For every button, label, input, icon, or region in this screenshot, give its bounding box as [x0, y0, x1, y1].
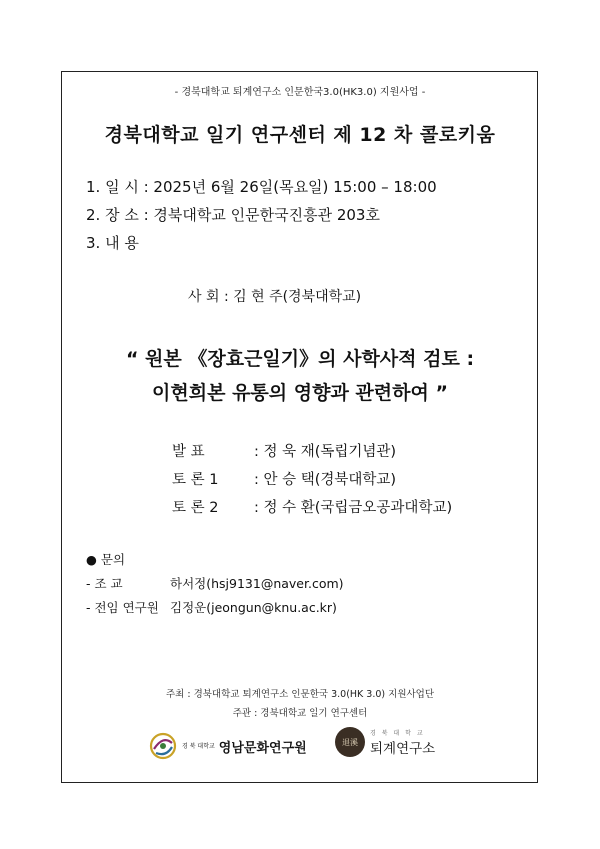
contact-role: - 조 교 [86, 576, 123, 591]
role-value: : 정 수 환(국립금오공과대학교) [254, 500, 453, 516]
logo-name: 퇴계연구소 [370, 740, 436, 757]
discussant-2 [172, 496, 452, 517]
contact-assistant [86, 574, 344, 592]
organizer-line: 주관 : 경북대학교 일기 연구센터 [232, 708, 368, 719]
event-content-label: 3. 내 용 [86, 234, 139, 252]
inquiry-heading: ● 문의 [86, 552, 126, 567]
seal-icon: 退溪 [335, 727, 365, 757]
contact-researcher [86, 598, 337, 616]
contact-email: 하서정(hsj9131@naver.com) [170, 576, 344, 591]
logo-sub-label: 경 북 대학교 [182, 742, 215, 750]
page-title: 경북대학교 일기 연구센터 제 12 차 콜로키움 [104, 124, 496, 146]
event-date: 1. 일 시 : 2025년 6월 26일(목요일) 15:00 – 18:00 [86, 178, 437, 196]
contact-role: - 전임 연구원 [86, 600, 159, 615]
role-label: 토 론 1 [172, 472, 219, 488]
topic-line-2: 이현희본 유통의 영향과 관련하여 ” [152, 382, 448, 404]
logo-name: 영남문화연구원 [218, 740, 307, 756]
role-value: : 정 욱 재(독립기념관) [254, 444, 397, 460]
discussant-1 [172, 468, 396, 489]
presenter [172, 440, 396, 461]
event-place: 2. 장 소 : 경북대학교 인문한국진흥관 203호 [86, 206, 380, 224]
role-label: 발 표 [172, 444, 205, 460]
yeongnam-emblem-icon [148, 731, 178, 761]
moderator: 사 회 : 김 현 주(경북대학교) [188, 289, 362, 305]
topic-line-1: “ 원본 《장효근일기》의 사학사적 검토 : [125, 348, 475, 370]
support-line: - 경북대학교 퇴계연구소 인문한국3.0(HK3.0) 지원사업 - [174, 87, 426, 98]
host-line: 주최 : 경북대학교 퇴계연구소 인문한국 3.0(HK 3.0) 지원사업단 [165, 689, 435, 700]
toegye-institute-logo [335, 727, 435, 757]
yeongnam-institute-logo [148, 731, 307, 761]
role-label: 토 론 2 [172, 500, 219, 516]
role-value: : 안 승 택(경북대학교) [254, 472, 397, 488]
logo-sub-label: 경 북 대 학 교 [370, 729, 425, 737]
contact-email: 김정운(jeongun@knu.ac.kr) [170, 600, 337, 615]
